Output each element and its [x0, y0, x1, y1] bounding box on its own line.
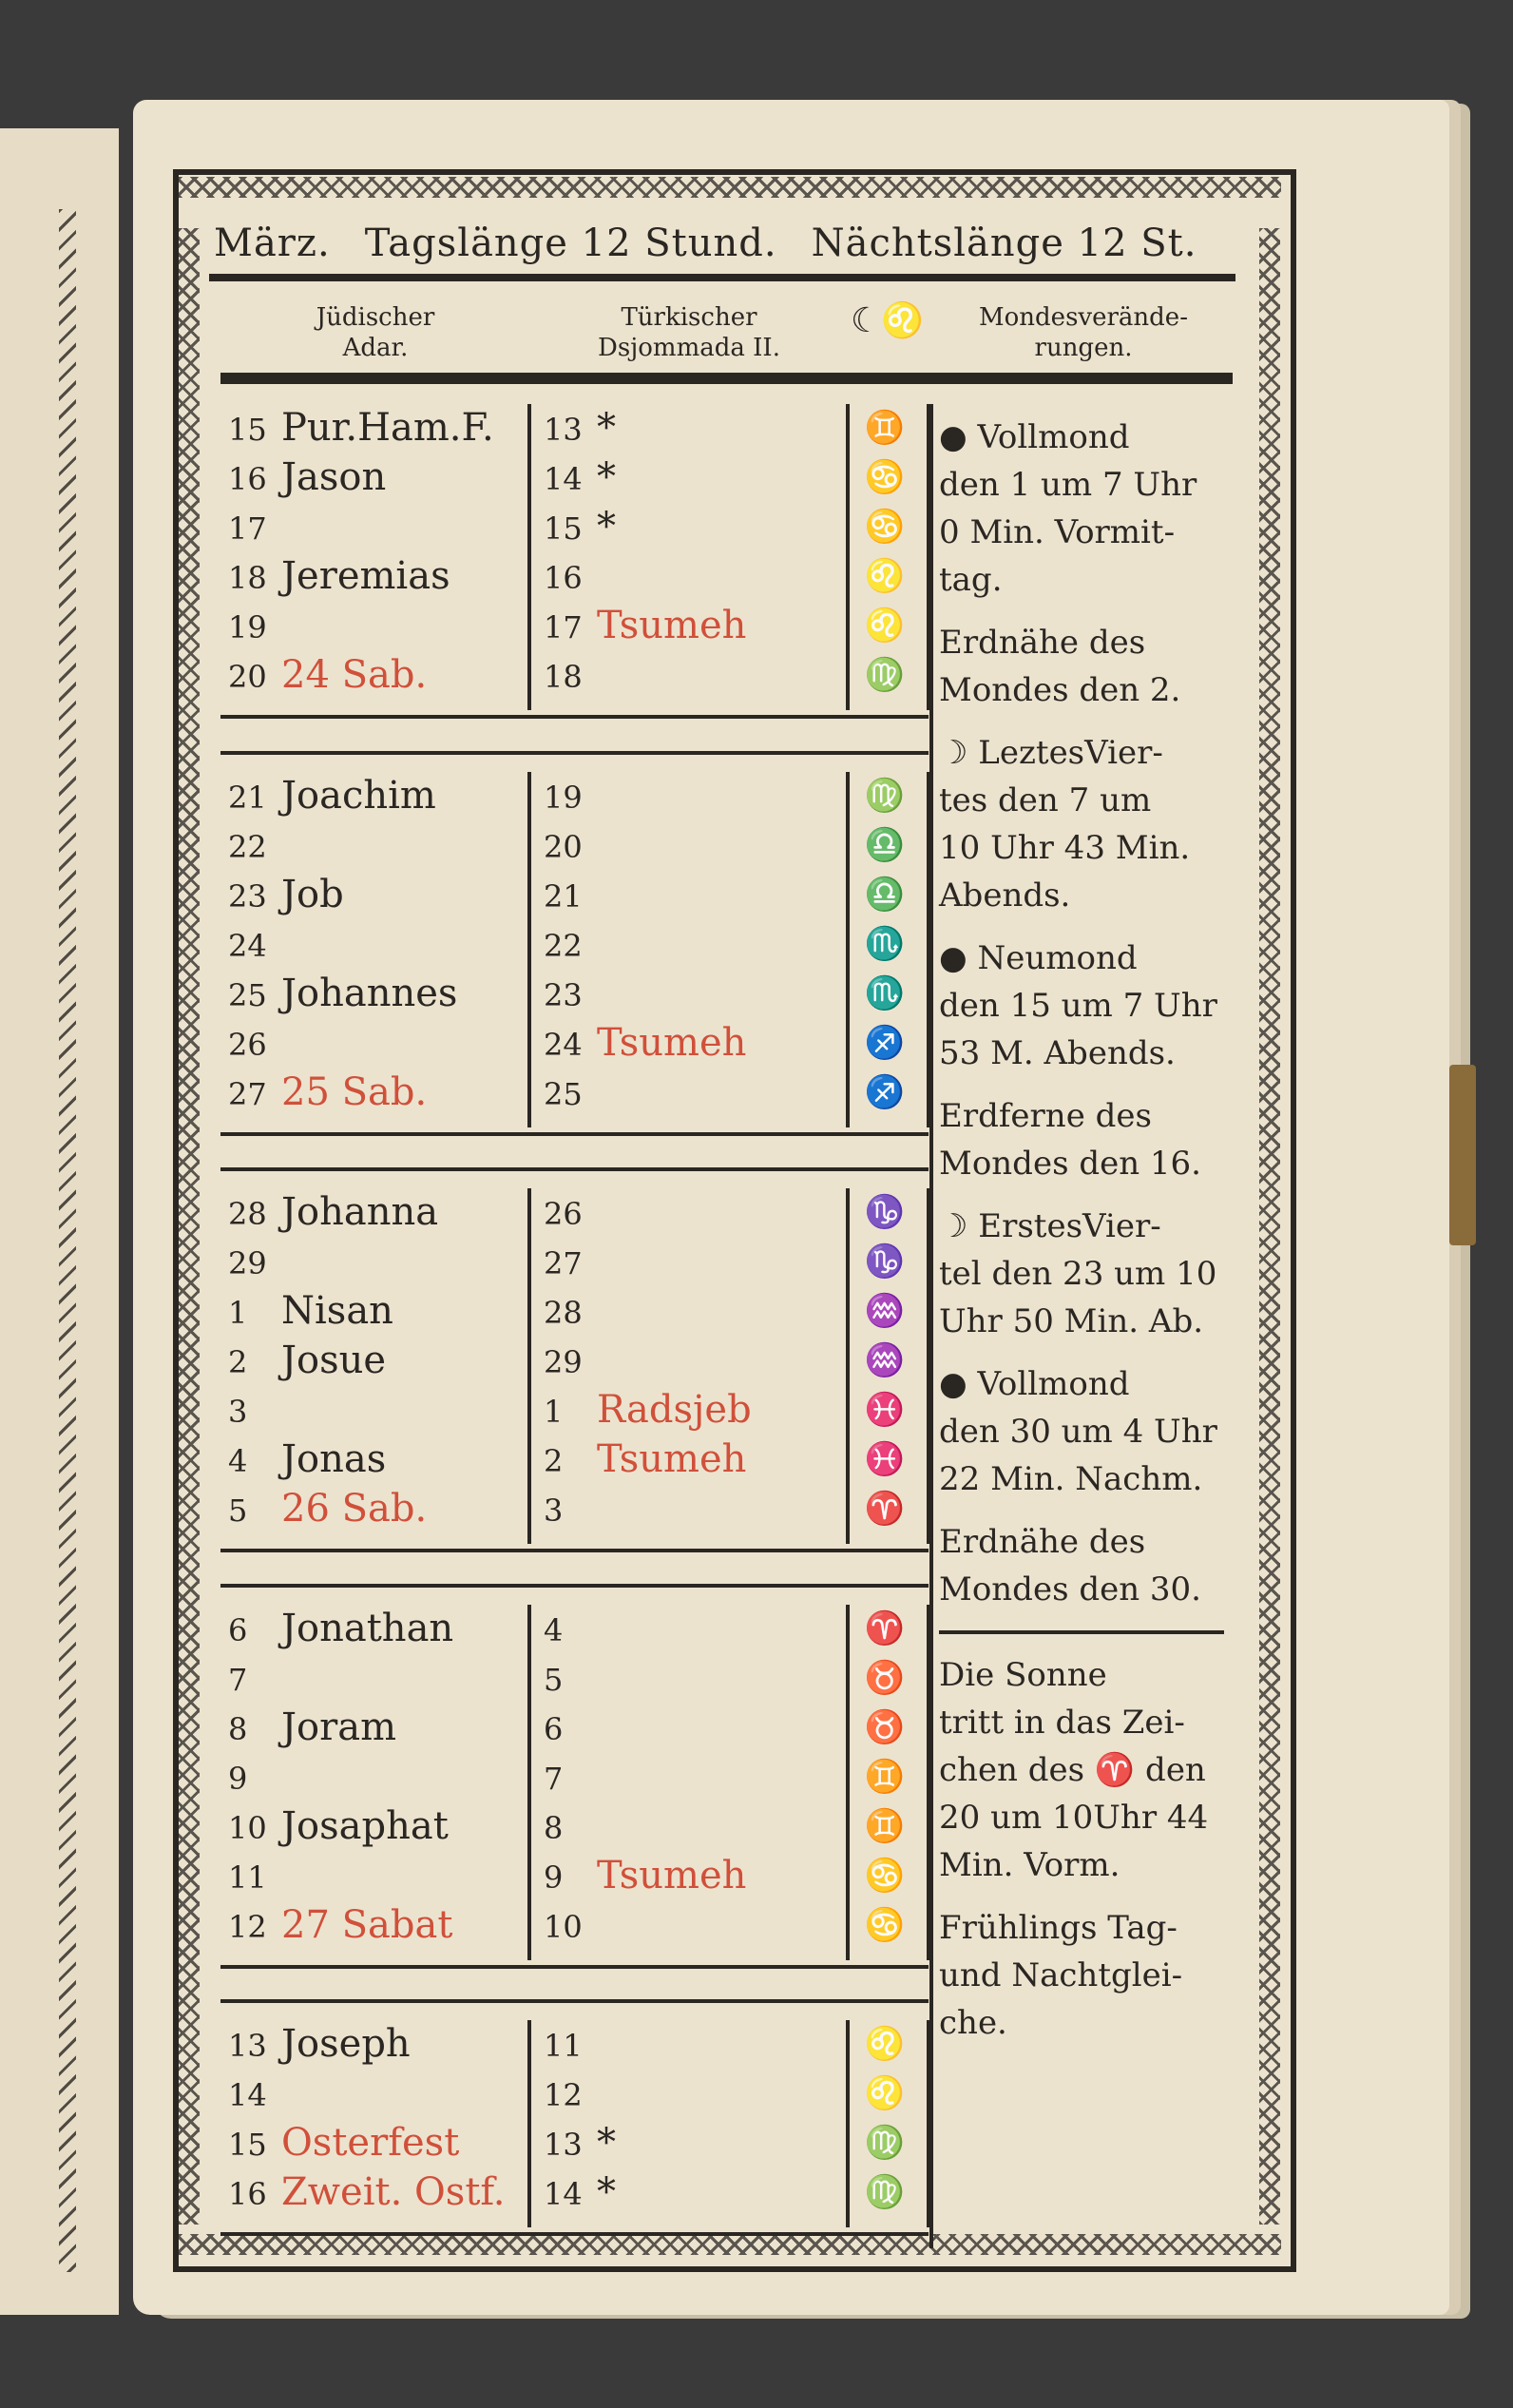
turkish-day-number: 22	[544, 928, 583, 964]
turkish-cell	[544, 2168, 616, 2216]
moon-text-line: ● Vollmond	[939, 1365, 1130, 1403]
week-divider-jewish	[527, 2020, 531, 2227]
left-page-border	[59, 209, 76, 2272]
zodiac-sign-icon: ♉	[864, 1659, 906, 1697]
col-moon-line1: Mondesverände-	[979, 303, 1188, 332]
col-turkish	[537, 302, 841, 363]
week-bottom-rule	[220, 1549, 929, 1552]
turkish-day-number: 5	[544, 1662, 564, 1698]
jewish-day-number: 3	[228, 1394, 248, 1430]
turkish-cell	[544, 772, 597, 819]
border-bottom	[179, 2234, 1281, 2255]
jewish-day-number: 25	[228, 977, 267, 1013]
saint-name: Jonas	[281, 1437, 387, 1481]
moon-text-line: 22 Min. Nachm.	[939, 1460, 1203, 1498]
border-left	[179, 228, 200, 2225]
moon-text-line: tag.	[939, 561, 1003, 599]
calendar-row	[228, 1238, 281, 1285]
calendar-row	[228, 920, 281, 968]
zodiac-sign-icon: ♈	[864, 1609, 906, 1647]
turkish-day-number: 7	[544, 1761, 564, 1797]
moon-text-line: 53 M. Abends.	[939, 1034, 1176, 1072]
page-header	[214, 217, 1259, 270]
jewish-day-number: 23	[228, 878, 267, 915]
zodiac-sign-icon: ♑	[864, 1243, 906, 1281]
jewish-day-number: 19	[228, 609, 267, 645]
zodiac-sign-icon: ♍	[864, 656, 906, 694]
calendar-row	[228, 2168, 506, 2216]
moon-text-line: Die Sonne	[939, 1656, 1107, 1694]
calendar-row	[228, 1802, 449, 1850]
jewish-day-number: 6	[228, 1612, 248, 1648]
turkish-cell	[544, 404, 616, 452]
turkish-cell	[544, 453, 616, 501]
saint-name: Joachim	[281, 774, 436, 818]
jewish-day-number: 14	[228, 2077, 267, 2113]
saint-name: Job	[281, 873, 344, 916]
jewish-day-number: 28	[228, 1196, 267, 1232]
calendar-row	[228, 552, 450, 600]
turkish-day-number: 21	[544, 878, 583, 915]
turkish-day-number: 9	[544, 1859, 564, 1896]
zodiac-sign-icon: ♋	[864, 1857, 906, 1895]
jewish-day-number: 18	[228, 560, 267, 596]
turkish-day-number: 23	[544, 977, 583, 1013]
turkish-cell	[544, 1654, 597, 1702]
col-jewish-line1: Jüdischer	[316, 303, 435, 332]
week-top-rule	[220, 751, 929, 755]
jewish-day-number: 29	[228, 1245, 267, 1281]
turkish-mark: Tsumeh	[597, 1021, 747, 1065]
calendar-row	[228, 602, 281, 649]
calendar-row	[228, 2119, 459, 2167]
calendar-row	[228, 1337, 386, 1384]
zodiac-sign-icon: ♎	[864, 876, 906, 914]
week-bottom-rule	[220, 1965, 929, 1969]
col-jewish	[223, 302, 527, 363]
turkish-day-number: 16	[544, 560, 583, 596]
calendar-row	[228, 1188, 438, 1236]
turkish-cell	[544, 1753, 597, 1801]
jewish-day-number: 27	[228, 1076, 267, 1112]
turkish-cell	[544, 871, 597, 918]
moon-text-line: 10 Uhr 43 Min.	[939, 829, 1191, 867]
turkish-cell	[544, 1019, 746, 1067]
moon-text-line: chen des ♈ den	[939, 1751, 1206, 1789]
jewish-day-number: 16	[228, 2176, 267, 2212]
turkish-day-number: 26	[544, 1196, 583, 1232]
turkish-cell	[544, 1605, 597, 1652]
week-bottom-rule	[220, 2232, 929, 2236]
turkish-mark: *	[597, 505, 616, 549]
turkish-cell	[544, 2020, 597, 2068]
turkish-day-number: 18	[544, 659, 583, 695]
week-divider-turkish	[846, 404, 850, 710]
calendar-row	[228, 1753, 281, 1801]
moon-text-line: Mondes den 30.	[939, 1570, 1201, 1609]
turkish-cell	[544, 602, 746, 649]
zodiac-sign-icon: ♌	[864, 557, 906, 595]
jewish-day-number: 22	[228, 829, 267, 865]
moon-text-line: ● Neumond	[939, 939, 1138, 977]
turkish-cell	[544, 970, 597, 1017]
week-bottom-rule	[220, 715, 929, 719]
zodiac-sign-icon: ♍	[864, 2124, 906, 2162]
col-moon-line2: rungen.	[1034, 334, 1133, 362]
header-rule	[209, 274, 1235, 281]
moon-text-line: ☽ LeztesVier-	[939, 734, 1163, 772]
moon-column-divider	[929, 404, 933, 2248]
calendar-row	[228, 1485, 427, 1532]
binding-clasp	[1449, 1065, 1476, 1245]
zodiac-sign-icon: ♐	[864, 1073, 906, 1111]
turkish-day-number: 1	[544, 1394, 564, 1430]
turkish-mark: *	[597, 406, 616, 450]
jewish-day-number: 21	[228, 780, 267, 816]
moon-panel-rule	[939, 1630, 1224, 1634]
moon-text-line: Erdferne des	[939, 1097, 1152, 1135]
turkish-day-number: 6	[544, 1711, 564, 1747]
turkish-day-number: 13	[544, 2127, 583, 2163]
moon-text-line: und Nachtglei-	[939, 1956, 1183, 1994]
jewish-day-number: 16	[228, 461, 267, 497]
moon-text-line: Uhr 50 Min. Ab.	[939, 1302, 1204, 1340]
calendar-row	[228, 1704, 396, 1751]
saint-name: Jonathan	[281, 1607, 454, 1650]
saint-name: Josue	[281, 1339, 387, 1382]
zodiac-sign-icon: ♋	[864, 1906, 906, 1944]
col-turkish-line2: Dsjommada II.	[598, 334, 780, 362]
turkish-day-number: 4	[544, 1612, 564, 1648]
zodiac-sign-icon: ♊	[864, 1758, 906, 1796]
turkish-day-number: 3	[544, 1493, 564, 1529]
calendar-row	[228, 1901, 452, 1949]
turkish-day-number: 8	[544, 1810, 564, 1846]
week-top-rule	[220, 1167, 929, 1171]
zodiac-sign-icon: ♏	[864, 925, 906, 963]
moon-text-line: Mondes den 2.	[939, 671, 1181, 709]
saint-name: Jeremias	[281, 554, 450, 598]
turkish-day-number: 12	[544, 2077, 583, 2113]
saint-name: 24 Sab.	[281, 653, 428, 697]
moon-text-line: Mondes den 16.	[939, 1145, 1201, 1183]
moon-text-line: 20 um 10Uhr 44	[939, 1799, 1209, 1837]
jewish-day-number: 7	[228, 1662, 248, 1698]
turkish-cell	[544, 821, 597, 869]
turkish-cell	[544, 1485, 597, 1532]
turkish-cell	[544, 1435, 746, 1483]
jewish-day-number: 10	[228, 1810, 267, 1846]
jewish-day-number: 5	[228, 1493, 248, 1529]
zodiac-sign-icon: ♏	[864, 974, 906, 1012]
saint-name: Pur.Ham.F.	[281, 406, 494, 450]
zodiac-sign-icon: ♌	[864, 2025, 906, 2063]
jewish-day-number: 20	[228, 659, 267, 695]
moon-text-line: den 1 um 7 Uhr	[939, 466, 1197, 504]
calendar-row	[228, 1605, 453, 1652]
moon-text-line: Min. Vorm.	[939, 1846, 1120, 1884]
zodiac-sign-icon: ♊	[864, 409, 906, 447]
col-moon	[936, 302, 1231, 363]
turkish-day-number: 29	[544, 1344, 583, 1380]
turkish-cell	[544, 2119, 616, 2167]
turkish-mark: *	[597, 455, 616, 499]
turkish-day-number: 14	[544, 2176, 583, 2212]
zodiac-sign-icon: ♍	[864, 2173, 906, 2211]
moon-text-line: tes den 7 um	[939, 781, 1152, 819]
zodiac-sign-icon: ♐	[864, 1024, 906, 1062]
calendar-row	[228, 1654, 281, 1702]
turkish-day-number: 2	[544, 1443, 564, 1479]
jewish-day-number: 9	[228, 1761, 248, 1797]
calendar-row	[228, 2020, 411, 2068]
moon-text-line: tel den 23 um 10	[939, 1255, 1217, 1293]
jewish-day-number: 1	[228, 1295, 248, 1331]
moon-text-line: ☽ ErstesVier-	[939, 1207, 1161, 1245]
turkish-day-number: 15	[544, 510, 583, 547]
saint-name: Joram	[281, 1705, 397, 1749]
turkish-cell	[544, 1188, 597, 1236]
col-zodiac: ☾♌	[851, 301, 925, 340]
col-jewish-line2: Adar.	[342, 334, 409, 362]
zodiac-sign-icon: ♍	[864, 777, 906, 815]
turkish-mark: Tsumeh	[597, 604, 747, 647]
zodiac-sign-icon: ♉	[864, 1708, 906, 1746]
calendar-row	[228, 772, 436, 819]
jewish-day-number: 13	[228, 2028, 267, 2064]
calendar-row	[228, 871, 344, 918]
turkish-day-number: 24	[544, 1027, 583, 1063]
turkish-cell	[544, 1287, 597, 1335]
calendar-row	[228, 503, 281, 550]
turkish-cell	[544, 503, 616, 550]
turkish-cell	[544, 1386, 752, 1434]
saint-name: 26 Sab.	[281, 1487, 428, 1531]
turkish-mark: Tsumeh	[597, 1437, 747, 1481]
turkish-cell	[544, 651, 597, 699]
week-divider-jewish	[527, 1188, 531, 1544]
saint-name: Jason	[281, 455, 387, 499]
saint-name: 25 Sab.	[281, 1070, 428, 1114]
turkish-day-number: 19	[544, 780, 583, 816]
calendar-row	[228, 651, 427, 699]
turkish-cell	[544, 1852, 746, 1899]
jewish-day-number: 11	[228, 1859, 267, 1896]
calendar-row	[228, 1287, 393, 1335]
turkish-cell	[544, 1238, 597, 1285]
zodiac-sign-icon: ♎	[864, 826, 906, 864]
moon-text-line: Erdnähe des	[939, 1523, 1146, 1561]
turkish-day-number: 14	[544, 461, 583, 497]
border-right	[1259, 228, 1280, 2225]
zodiac-sign-icon: ♌	[864, 2074, 906, 2112]
jewish-day-number: 8	[228, 1711, 248, 1747]
turkish-day-number: 11	[544, 2028, 583, 2064]
moon-text-line: Erdnähe des	[939, 624, 1146, 662]
moon-text-line: Abends.	[939, 877, 1071, 915]
zodiac-sign-icon: ♋	[864, 508, 906, 546]
saint-name: Osterfest	[281, 2121, 460, 2165]
moon-text-line: Frühlings Tag-	[939, 1909, 1178, 1947]
calendar-row	[228, 1069, 427, 1116]
jewish-day-number: 15	[228, 412, 267, 448]
week-divider-turkish	[846, 2020, 850, 2227]
zodiac-sign-icon: ♒	[864, 1292, 906, 1330]
turkish-day-number: 28	[544, 1295, 583, 1331]
turkish-mark: Tsumeh	[597, 1854, 747, 1898]
night-length: Nächtslänge 12 St.	[811, 222, 1197, 265]
moon-text-line: den 15 um 7 Uhr	[939, 987, 1217, 1025]
turkish-day-number: 27	[544, 1245, 583, 1281]
turkish-mark: Radsjeb	[597, 1388, 752, 1432]
week-divider-turkish	[846, 1188, 850, 1544]
jewish-day-number: 4	[228, 1443, 248, 1479]
calendar-row	[228, 2070, 281, 2117]
turkish-day-number: 17	[544, 609, 583, 645]
jewish-day-number: 24	[228, 928, 267, 964]
jewish-day-number: 26	[228, 1027, 267, 1063]
month-title: März.	[214, 222, 331, 265]
turkish-cell	[544, 920, 597, 968]
week-divider-turkish	[846, 772, 850, 1127]
jewish-day-number: 2	[228, 1344, 248, 1380]
jewish-day-number: 12	[228, 1909, 267, 1945]
saint-name: Zweit. Ostf.	[281, 2170, 506, 2214]
moon-text-line: tritt in das Zei-	[939, 1704, 1185, 1742]
col-turkish-line1: Türkischer	[621, 303, 757, 332]
turkish-cell	[544, 1704, 597, 1751]
turkish-day-number: 10	[544, 1909, 583, 1945]
left-page-edge	[0, 128, 119, 2315]
saint-name: Johanna	[281, 1190, 439, 1234]
column-header-rule	[220, 373, 1233, 384]
week-bottom-rule	[220, 1132, 929, 1136]
zodiac-sign-icon: ♋	[864, 458, 906, 496]
zodiac-sign-icon: ♒	[864, 1341, 906, 1379]
calendar-row	[228, 970, 457, 1017]
saint-name: Josaphat	[281, 1804, 449, 1848]
turkish-cell	[544, 1069, 597, 1116]
week-top-rule	[220, 1584, 929, 1588]
zodiac-sign-icon: ♓	[864, 1440, 906, 1478]
turkish-cell	[544, 2070, 597, 2117]
week-top-rule	[220, 1999, 929, 2003]
jewish-day-number: 17	[228, 510, 267, 547]
saint-name: Joseph	[281, 2022, 411, 2066]
calendar-row	[228, 1019, 281, 1067]
moon-text-line: ● Vollmond	[939, 418, 1130, 456]
day-length: Tagslänge 12 Stund.	[364, 222, 777, 265]
week-divider-turkish	[846, 1605, 850, 1960]
saint-name: Johannes	[281, 972, 458, 1015]
moon-text-line: 0 Min. Vormit-	[939, 513, 1176, 551]
zodiac-sign-icon: ♓	[864, 1391, 906, 1429]
turkish-cell	[544, 1337, 597, 1384]
calendar-row	[228, 821, 281, 869]
turkish-cell	[544, 1802, 597, 1850]
calendar-row	[228, 404, 494, 452]
turkish-cell	[544, 1901, 597, 1949]
calendar-row	[228, 453, 386, 501]
zodiac-sign-icon: ♈	[864, 1490, 906, 1528]
week-divider-jewish	[527, 772, 531, 1127]
week-divider-jewish	[527, 404, 531, 710]
moon-text-line: den 30 um 4 Uhr	[939, 1413, 1217, 1451]
zodiac-sign-icon: ♌	[864, 607, 906, 645]
border-top	[179, 177, 1281, 198]
week-divider-jewish	[527, 1605, 531, 1960]
saint-name: 27 Sabat	[281, 1903, 453, 1947]
turkish-mark: *	[597, 2170, 616, 2214]
jewish-day-number: 15	[228, 2127, 267, 2163]
zodiac-sign-icon: ♑	[864, 1193, 906, 1231]
saint-name: Nisan	[281, 1289, 393, 1333]
turkish-cell	[544, 552, 597, 600]
calendar-row	[228, 1852, 281, 1899]
turkish-day-number: 13	[544, 412, 583, 448]
turkish-day-number: 20	[544, 829, 583, 865]
zodiac-sign-icon: ♊	[864, 1807, 906, 1845]
turkish-day-number: 25	[544, 1076, 583, 1112]
calendar-row	[228, 1386, 281, 1434]
calendar-row	[228, 1435, 386, 1483]
moon-text-line: che.	[939, 2004, 1007, 2042]
turkish-mark: *	[597, 2121, 616, 2165]
